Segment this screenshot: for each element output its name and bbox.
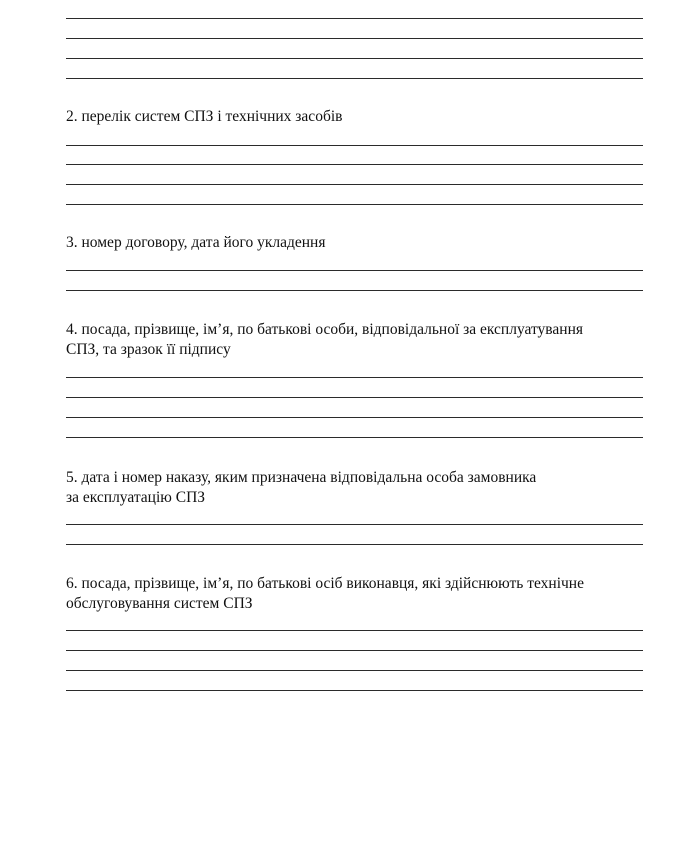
fill-line[interactable] <box>66 290 643 291</box>
fill-line[interactable] <box>66 18 643 19</box>
fill-line[interactable] <box>66 270 643 271</box>
section-6-label: 6. посада, прізвище, ім’я, по батькові осіб виконавця, які здійснюють технічне обслуговування систем СПЗ <box>66 575 584 612</box>
fill-line[interactable] <box>66 437 643 438</box>
fill-line[interactable] <box>66 204 643 205</box>
fill-line[interactable] <box>66 184 643 185</box>
fill-line[interactable] <box>66 58 643 59</box>
fill-line[interactable] <box>66 377 643 378</box>
fill-line[interactable] <box>66 524 643 525</box>
fill-line[interactable] <box>66 397 643 398</box>
fill-line[interactable] <box>66 650 643 651</box>
fill-line[interactable] <box>66 164 643 165</box>
fill-line[interactable] <box>66 145 643 146</box>
fill-line[interactable] <box>66 630 643 631</box>
fill-line[interactable] <box>66 690 643 691</box>
fill-line[interactable] <box>66 544 643 545</box>
section-3-label: 3. номер договору, дата його укладення <box>66 234 326 251</box>
fill-line[interactable] <box>66 417 643 418</box>
fill-line[interactable] <box>66 78 643 79</box>
fill-line[interactable] <box>66 38 643 39</box>
section-2-label: 2. перелік систем СПЗ і технічних засобів <box>66 108 343 125</box>
section-5-label: 5. дата і номер наказу, яким призначена відповідальна особа замовника за експлуатацію СПЗ <box>66 469 537 506</box>
section-4-label: 4. посада, прізвище, ім’я, по батькові особи, відповідальної за експлуатування СПЗ, та зразок її підпису <box>66 321 584 358</box>
fill-line[interactable] <box>66 670 643 671</box>
